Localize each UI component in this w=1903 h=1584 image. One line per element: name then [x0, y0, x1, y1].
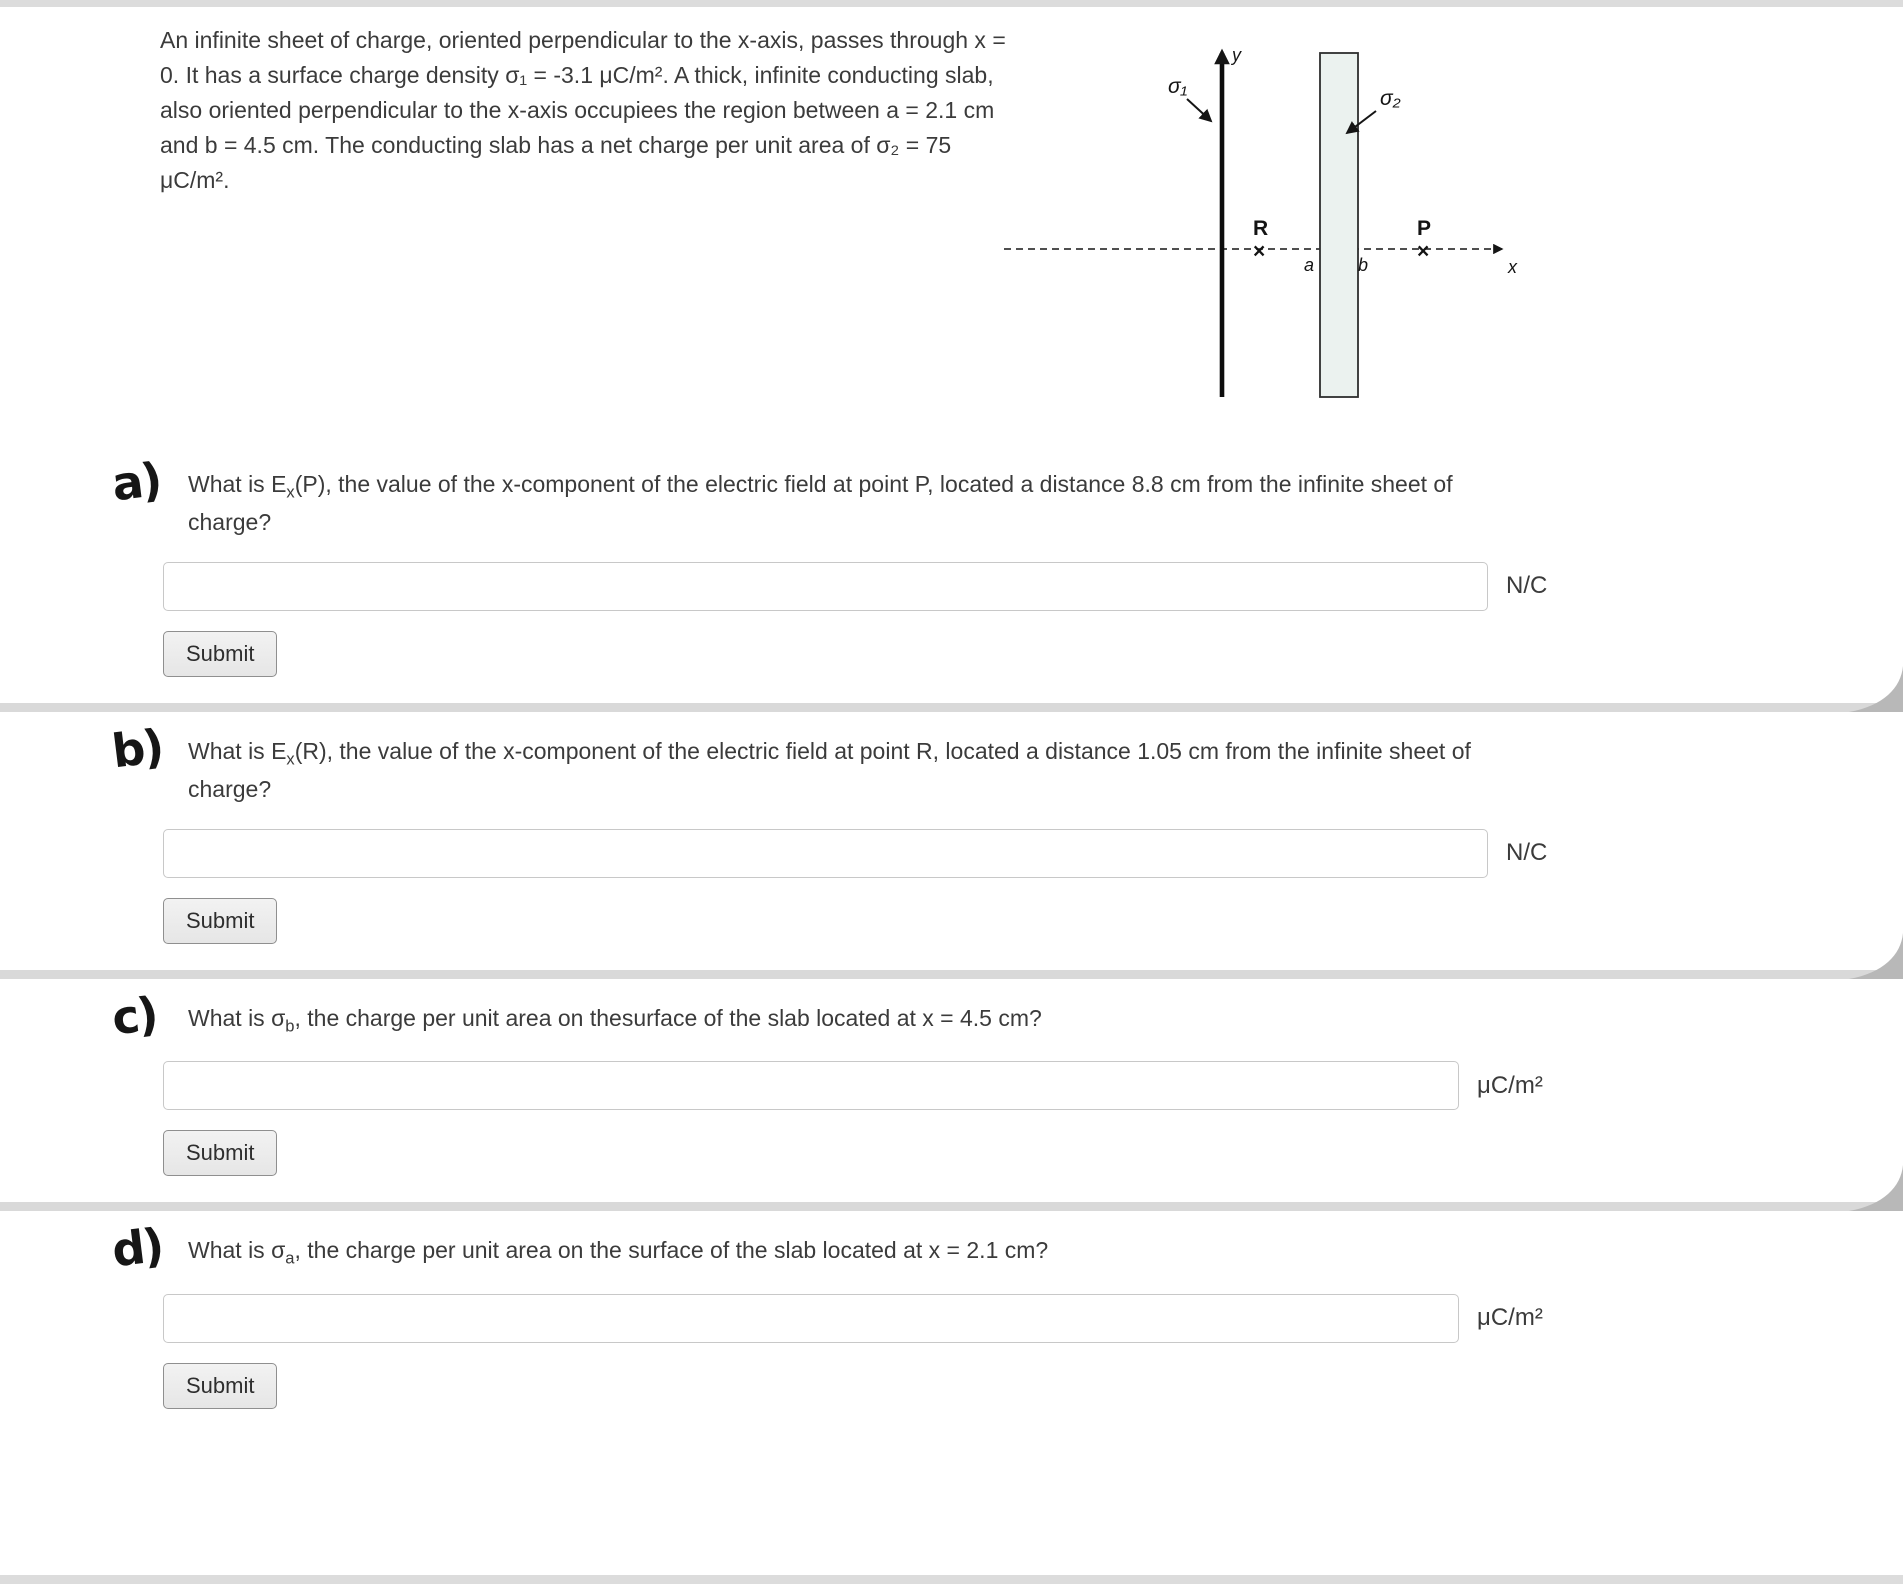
question-section-b — [0, 712, 1903, 970]
unit-label-c: μC/m² — [1477, 1071, 1543, 1099]
part-label-c: c) — [108, 986, 160, 1046]
slab-edge-a-label: a — [1304, 255, 1315, 275]
physics-diagram — [998, 19, 1538, 427]
section-corner-decoration — [1849, 1165, 1903, 1211]
top-edge-strip — [0, 0, 1903, 7]
point-p-label: P — [1417, 217, 1432, 240]
question-text-subscript: a — [285, 1248, 295, 1268]
question-text-b — [188, 730, 1540, 807]
question-text-d — [188, 1229, 1048, 1271]
sigma1-label: σ₁ — [1168, 75, 1188, 98]
question-text-a — [188, 463, 1540, 540]
question-text-subscript: x — [286, 749, 295, 769]
question-text-segment: What is σ — [188, 1004, 286, 1031]
sigma2-label: σ₂ — [1380, 87, 1401, 110]
question-text-segment: (R), the value of the x-component of the electric field at point R, located a distance 1.05 cm from the infinite sheet of charge? — [188, 737, 1471, 803]
part-label-a: a) — [108, 451, 164, 512]
question-section-c — [0, 979, 1903, 1202]
question-text-subscript: x — [286, 482, 295, 502]
question-section-d — [0, 1211, 1903, 1434]
answer-input-c[interactable] — [163, 1061, 1459, 1110]
question-text-segment: What is E — [188, 471, 287, 497]
y-axis-label: y — [1232, 45, 1241, 65]
section-corner-decoration — [1849, 666, 1903, 712]
submit-button-b[interactable]: Submit — [163, 898, 277, 944]
part-label-d: d) — [108, 1218, 166, 1278]
answer-input-b[interactable] — [163, 829, 1488, 878]
section-corner-decoration — [1849, 933, 1903, 979]
question-text-c — [188, 997, 1042, 1039]
answer-input-a[interactable] — [163, 562, 1488, 611]
submit-button-c[interactable]: Submit — [163, 1130, 277, 1176]
unit-label-b: N/C — [1506, 839, 1548, 867]
part-label-b: b) — [108, 718, 166, 779]
bottom-edge-strip — [0, 1575, 1903, 1584]
slab-edge-b-label: b — [1358, 255, 1369, 275]
question-text-segment: , the charge per unit area on the surface of the slab located at x = 2.1 cm? — [294, 1237, 1049, 1264]
section-divider — [0, 970, 1903, 979]
submit-button-d[interactable]: Submit — [163, 1363, 277, 1409]
point-r-mark: × — [1253, 240, 1266, 263]
submit-button-a[interactable]: Submit — [163, 631, 277, 677]
question-section-a — [0, 445, 1903, 703]
section-divider — [0, 703, 1903, 712]
point-r-label: R — [1253, 217, 1269, 240]
question-text-segment: (P), the value of the x-component of the electric field at point P, located a distance 8.8 cm from the infinite sheet of charge? — [188, 471, 1453, 536]
point-p-mark: × — [1417, 240, 1430, 263]
unit-label-a: N/C — [1506, 572, 1548, 600]
answer-input-d[interactable] — [163, 1294, 1459, 1343]
question-text-segment: , the charge per unit area on thesurface of the slab located at x = 4.5 cm? — [294, 1004, 1042, 1031]
problem-area — [0, 7, 1903, 445]
question-text-subscript: b — [285, 1016, 295, 1036]
section-divider — [0, 1202, 1903, 1211]
conducting-slab — [1320, 53, 1358, 397]
question-text-segment: What is σ — [188, 1237, 286, 1264]
sigma1-arrow — [1187, 99, 1211, 121]
unit-label-d: μC/m² — [1477, 1304, 1543, 1332]
question-text-segment: What is E — [188, 737, 287, 764]
x-axis-label: x — [1508, 257, 1517, 277]
problem-statement: An infinite sheet of charge, oriented perpendicular to the x-axis, passes through x = 0. It has a surface charge density σ₁ = -3.1 μC/m². A thick, infinite conducting slab, also oriented perpendicular to the x-axis occupiees the region between a = 2.1 cm and b = 4.5 cm. The conducting slab has a net charge per unit area of σ₂ = 75 μC/m². — [160, 27, 1006, 193]
